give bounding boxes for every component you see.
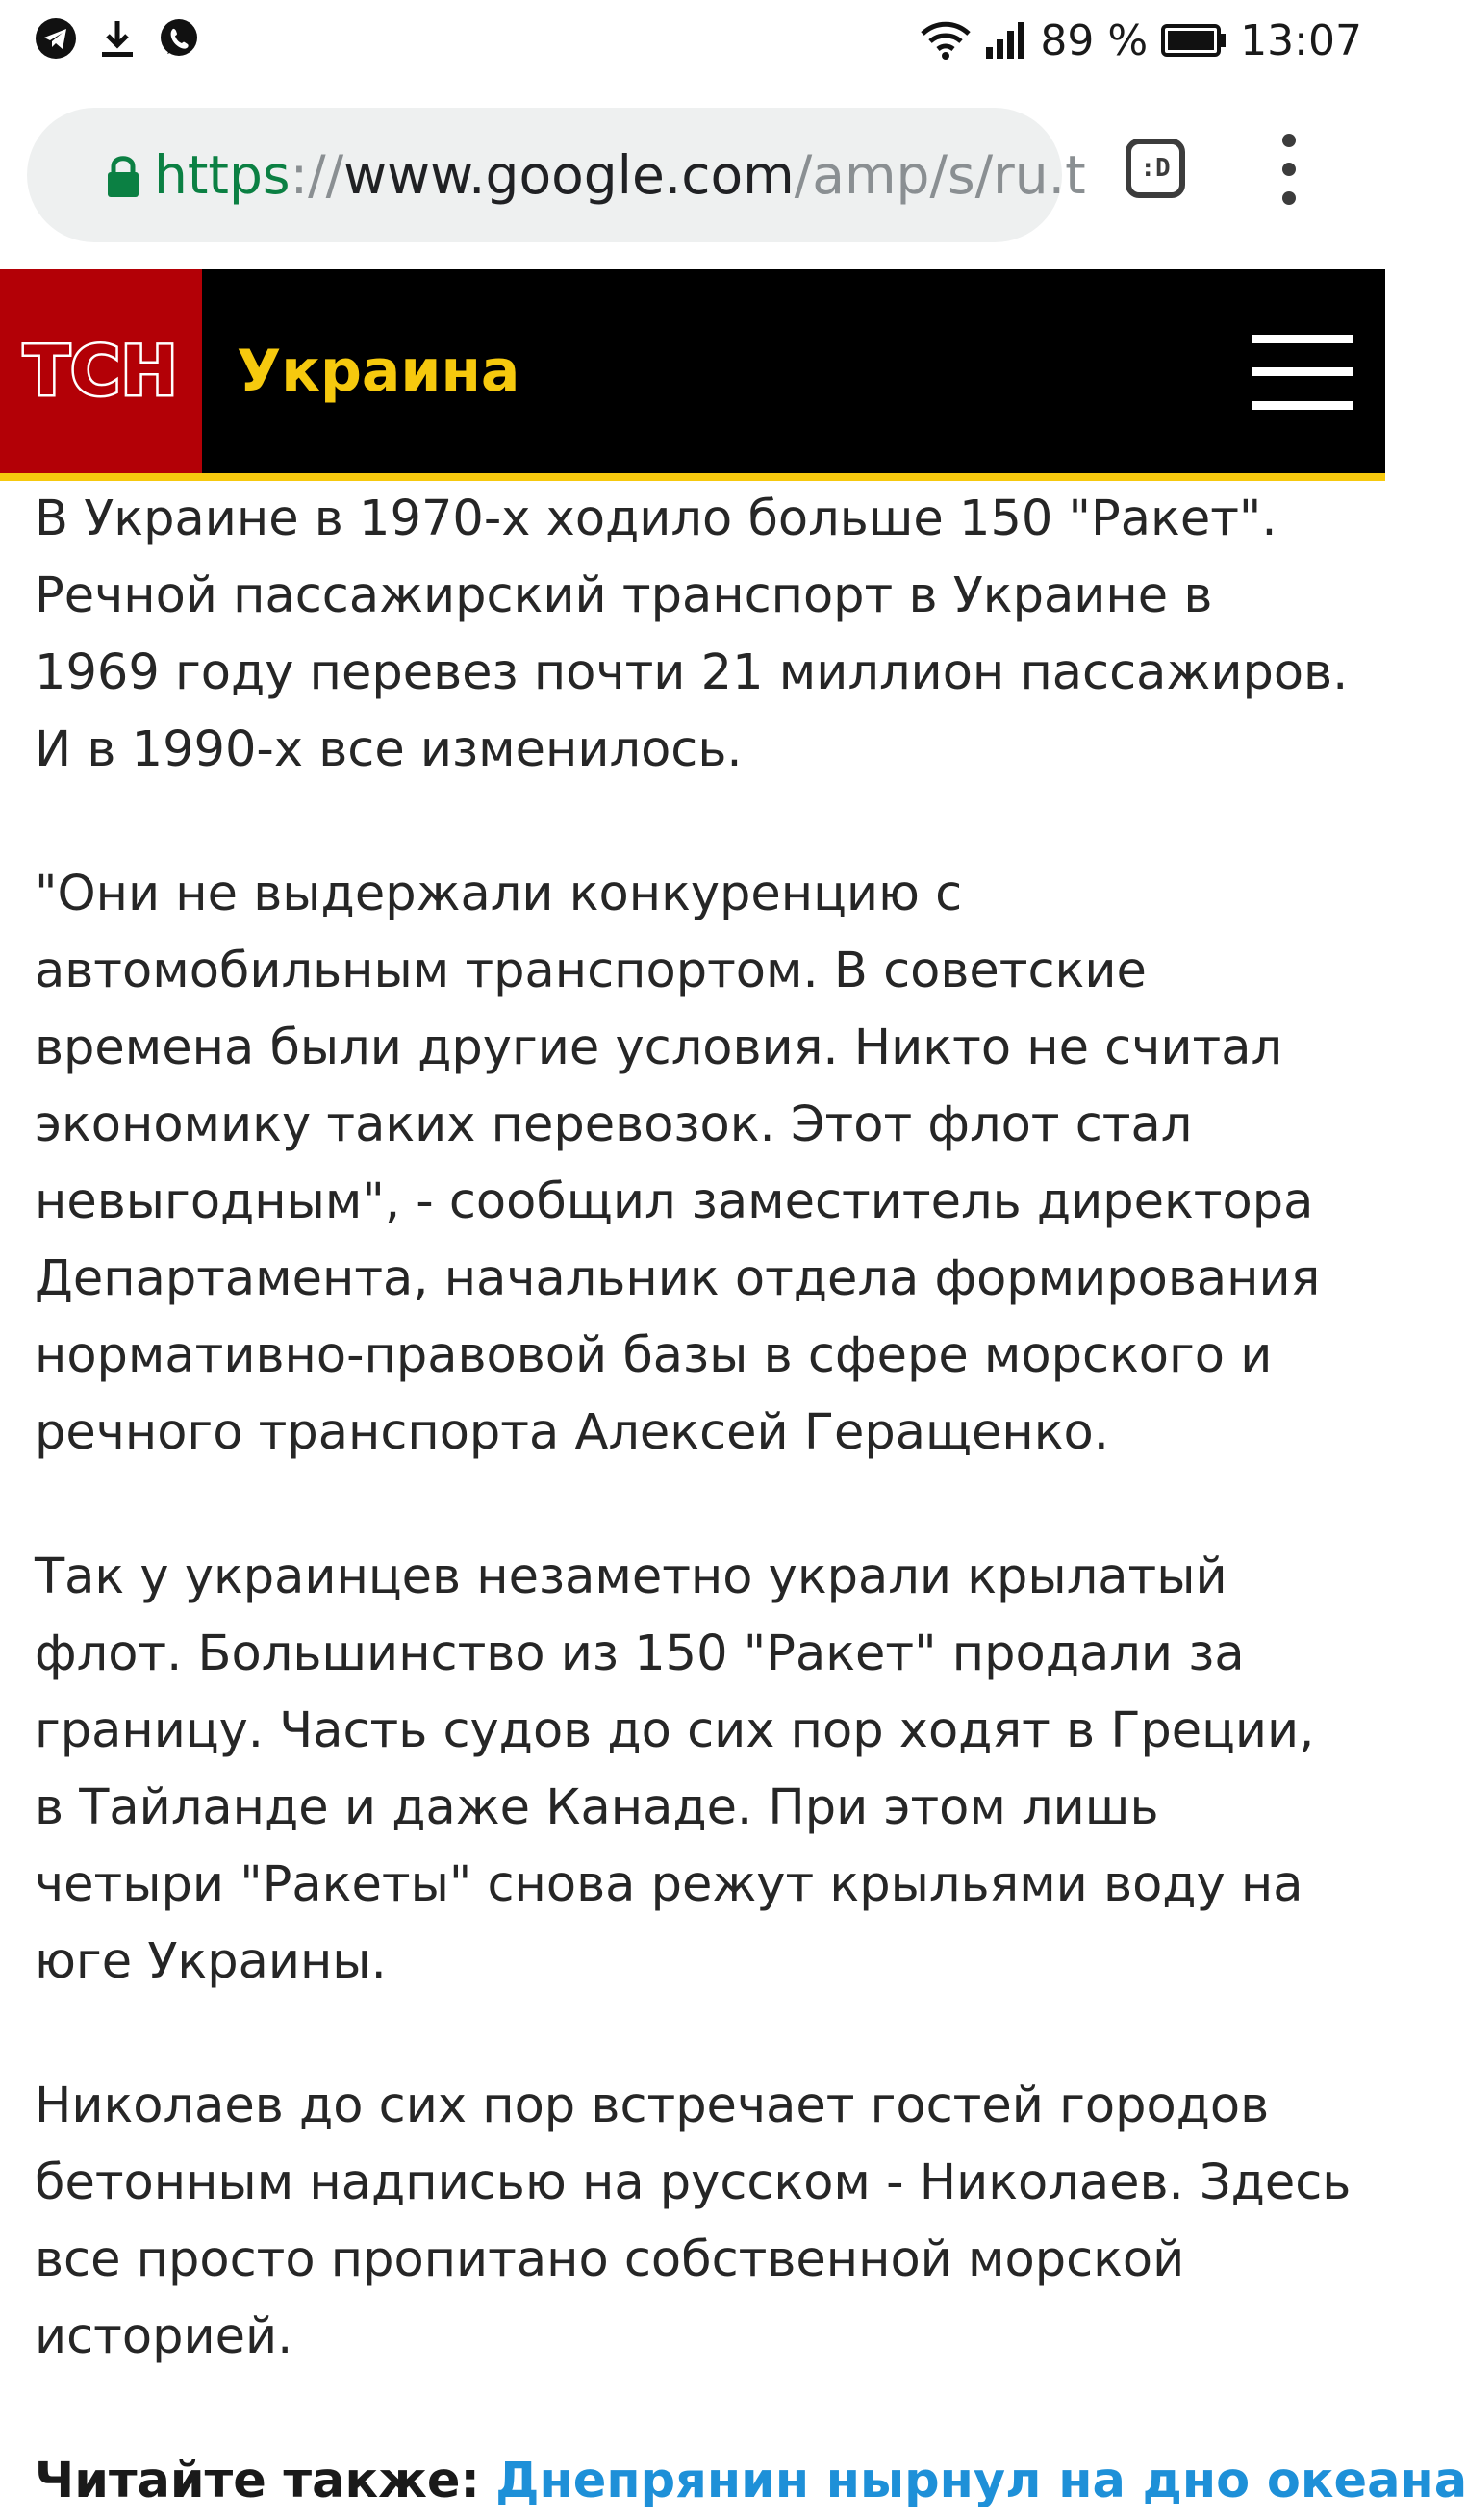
article-paragraph: В Украине в 1970-х ходило больше 150 "Ракет". Речной пассажирский транспорт в Украине в 1969 году перевез почти 21 миллион пассажиров. И в 1990-х все изменилось.: [35, 491, 1349, 778]
read-also-link[interactable]: Днепрянин нырнул на дно океана: [495, 2453, 1467, 2509]
url-path: /amp/s/ru.t: [794, 144, 1086, 206]
amp-icon-button[interactable]: :D: [1126, 139, 1185, 198]
article-paragraph: "Они не выдержали конкуренцию с автомобильным транспортом. В советские времена были другие условия. Никто не считал экономику таких перевозок. Этот флот стал невыгодным", - сообщил заместитель директора Департамента, начальник отдела формирования нормативно-правовой базы в сфере морского и речного транспорта Алексей Геращенко.: [35, 866, 1321, 1461]
url-text[interactable]: [154, 144, 1086, 206]
article-paragraph: Николаев до сих пор встречает гостей городов бетонным надписью на русском - Николаев. Здесь все просто пропитано собственной морской историей.: [35, 2078, 1352, 2365]
hamburger-menu-icon[interactable]: [1252, 335, 1353, 410]
section-title[interactable]: Украина: [237, 338, 520, 405]
overflow-menu-icon[interactable]: [1264, 131, 1314, 208]
download-icon: [98, 17, 137, 60]
browser-toolbar: [0, 79, 1385, 269]
logo-text: ТСН: [23, 332, 179, 411]
url-scheme: https: [154, 144, 291, 206]
site-header: [0, 269, 1385, 481]
clock: 13:07: [1240, 15, 1362, 65]
url-host: www.google.com: [343, 144, 795, 206]
article-paragraph: Так у украинцев незаметно украли крылатый флот. Большинство из 150 "Ракет" продали за границу. Часть судов до сих пор ходят в Греции, в Тайланде и даже Канаде. При этом лишь четыри "Ракеты" снова режут крыльями воду на юге Украины.: [35, 1549, 1315, 1990]
read-also-label: Читайте также:: [35, 2453, 480, 2509]
lock-icon: [106, 154, 140, 202]
tsn-logo[interactable]: [0, 269, 202, 473]
system-indicators: [921, 13, 1362, 67]
wifi-icon: [921, 20, 971, 61]
notification-icons: [35, 17, 200, 60]
status-bar: [0, 0, 1385, 79]
read-also: [35, 2443, 1467, 2520]
battery-icon: [1161, 23, 1227, 58]
battery-percent: 89 %: [1040, 15, 1149, 65]
article-body: [35, 481, 1467, 2520]
telegram-icon: [35, 17, 77, 60]
address-bar[interactable]: [27, 108, 1086, 242]
viber-icon: [158, 17, 200, 60]
signal-icon: [984, 20, 1026, 61]
url-separator: ://: [290, 144, 344, 206]
